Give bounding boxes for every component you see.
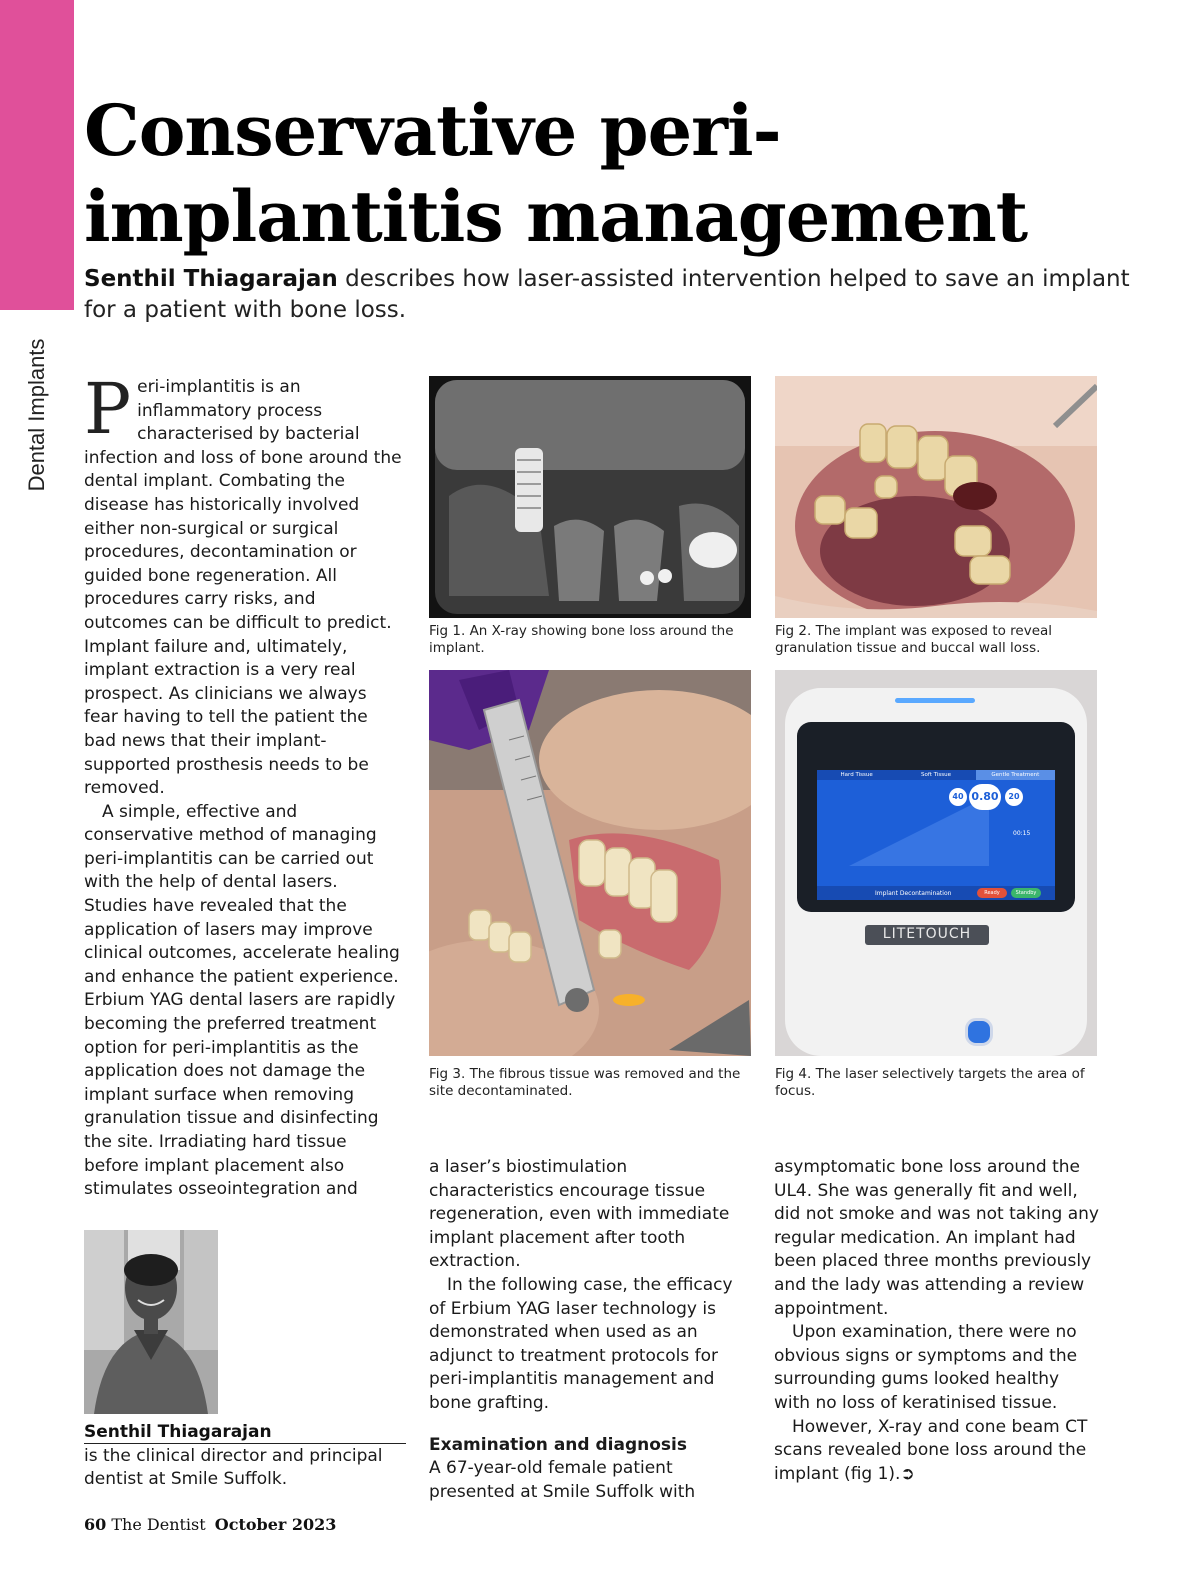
tab-hard-tissue: Hard Tissue [840,772,873,778]
continue-arrow-icon: ➲ [900,1463,915,1484]
column-3 [774,1156,1100,1486]
fig4-caption: Fig 4. The laser selectively targets the area of focus. [775,1066,1085,1099]
article-title: Conservative peri-implantitis management [84,89,1028,258]
standfirst [84,264,1144,326]
col2-paragraph-3: A 67-year-old female patient presented at Smile Suffolk with [429,1458,696,1502]
section-label-wrap [0,320,74,510]
device-mode-label: Implant Decontamination [875,890,952,897]
col2-subhead: Examination and diagnosis [429,1434,687,1455]
issue-date: October 2023 [214,1515,337,1534]
tab-soft-tissue: Soft Tissue [921,772,951,778]
device-value-right: 20 [1005,788,1023,806]
fig2-caption: Fig 2. The implant was exposed to reveal granulation tissue and buccal wall loss. [775,623,1053,656]
fig2-surgical-image [775,376,1097,618]
device-power-button [965,1018,993,1046]
device-indicator-light [895,698,975,703]
device-standby-button: Standby [1011,888,1041,898]
col1-paragraph-1 [84,368,402,801]
page-footer [84,1515,336,1534]
page-number: 60 [84,1515,107,1534]
col1-p1-text: eri-implantitis is an inflammatory process characterised by bacterial infection and loss of bone around the dental implant. Combating the disease has historically involved either non-surgical or surgical procedures, decontamination or guided bone regeneration. All procedures carry risks, and outcomes can be difficult to predict. Implant failure and, ultimately, implant extraction is a very real prospect. As clinicians we always fear having to tell the patient the bad news that their implant-supported prosthesis needs to be removed. [84,377,402,799]
fig1-xray-image [429,376,751,618]
fig4-device-image [775,670,1097,1056]
publication-name: The Dentist [111,1515,206,1534]
device-value-main: 0.80 [969,784,1001,810]
col3-paragraph-2: Upon examination, there were no obvious signs or symptoms and the surrounding gums looked healthy with no loss of keratinised tissue. [774,1322,1078,1413]
device-screen [817,770,1055,900]
col3-paragraph-3 [774,1416,1100,1487]
device-brand-logo: LITETOUCH [882,926,972,942]
author-photo [84,1230,218,1414]
fig3-caption: Fig 3. The fibrous tissue was removed and the site decontaminated. [429,1066,741,1099]
device-timer: 00:15 [1013,830,1031,837]
col1-paragraph-2: A simple, effective and conservative method of managing peri-implantitis can be carried out with the help of dental lasers. Studies have revealed that the application of lasers may improve clinical outcomes, accelerate healing and enhance the patient experience. Erbium YAG dental lasers are rapidly becoming the preferred treatment option for peri-implantitis as the application does not damage the implant surface when removing granulation tissue and disinfecting the site. Irradiating hard tissue before implant placement also stimulates osseointegration and [84,801,400,1200]
col2-paragraph-1: a laser’s biostimulation characteristics encourage tissue regeneration, even with immediate implant placement after tooth extraction. [429,1157,730,1272]
fig3-laser-image [429,670,751,1056]
column-1 [84,368,402,1202]
col3-paragraph-1: asymptomatic bone loss around the UL4. She was generally fit and well, did not smoke and was not taking any regular medication. An implant had been placed three months previously and the lady was attending a review appointment. [774,1157,1099,1319]
col3-p3-text: However, X-ray and cone beam CT scans revealed bone loss around the implant (fig 1). [774,1416,1088,1484]
col2-paragraph-2: In the following case, the efficacy of Erbium YAG laser technology is demonstrated when used as an adjunct to treatment protocols for peri-implantitis management and bone grafting. [429,1274,733,1413]
section-color-bar [0,0,74,310]
standfirst-text: describes how laser-assisted intervention helped to save an implant for a patient with bone loss. [84,266,1130,323]
column-2 [429,1156,751,1504]
tab-gentle-treatment: Gentle Treatment [976,770,1055,780]
author-name: Senthil Thiagarajan [84,1422,406,1444]
author-bio: is the clinical director and principal dentist at Smile Suffolk. [84,1446,383,1489]
device-value-left: 40 [949,788,967,806]
standfirst-author: Senthil Thiagarajan [84,266,338,292]
device-ready-button: Ready [977,888,1007,898]
section-label: Dental Implants [24,338,49,492]
device-graph [849,786,989,866]
device-tabs [817,770,1055,780]
fig1-caption: Fig 1. An X-ray showing bone loss around the implant. [429,623,734,656]
drop-cap: P [84,368,132,450]
